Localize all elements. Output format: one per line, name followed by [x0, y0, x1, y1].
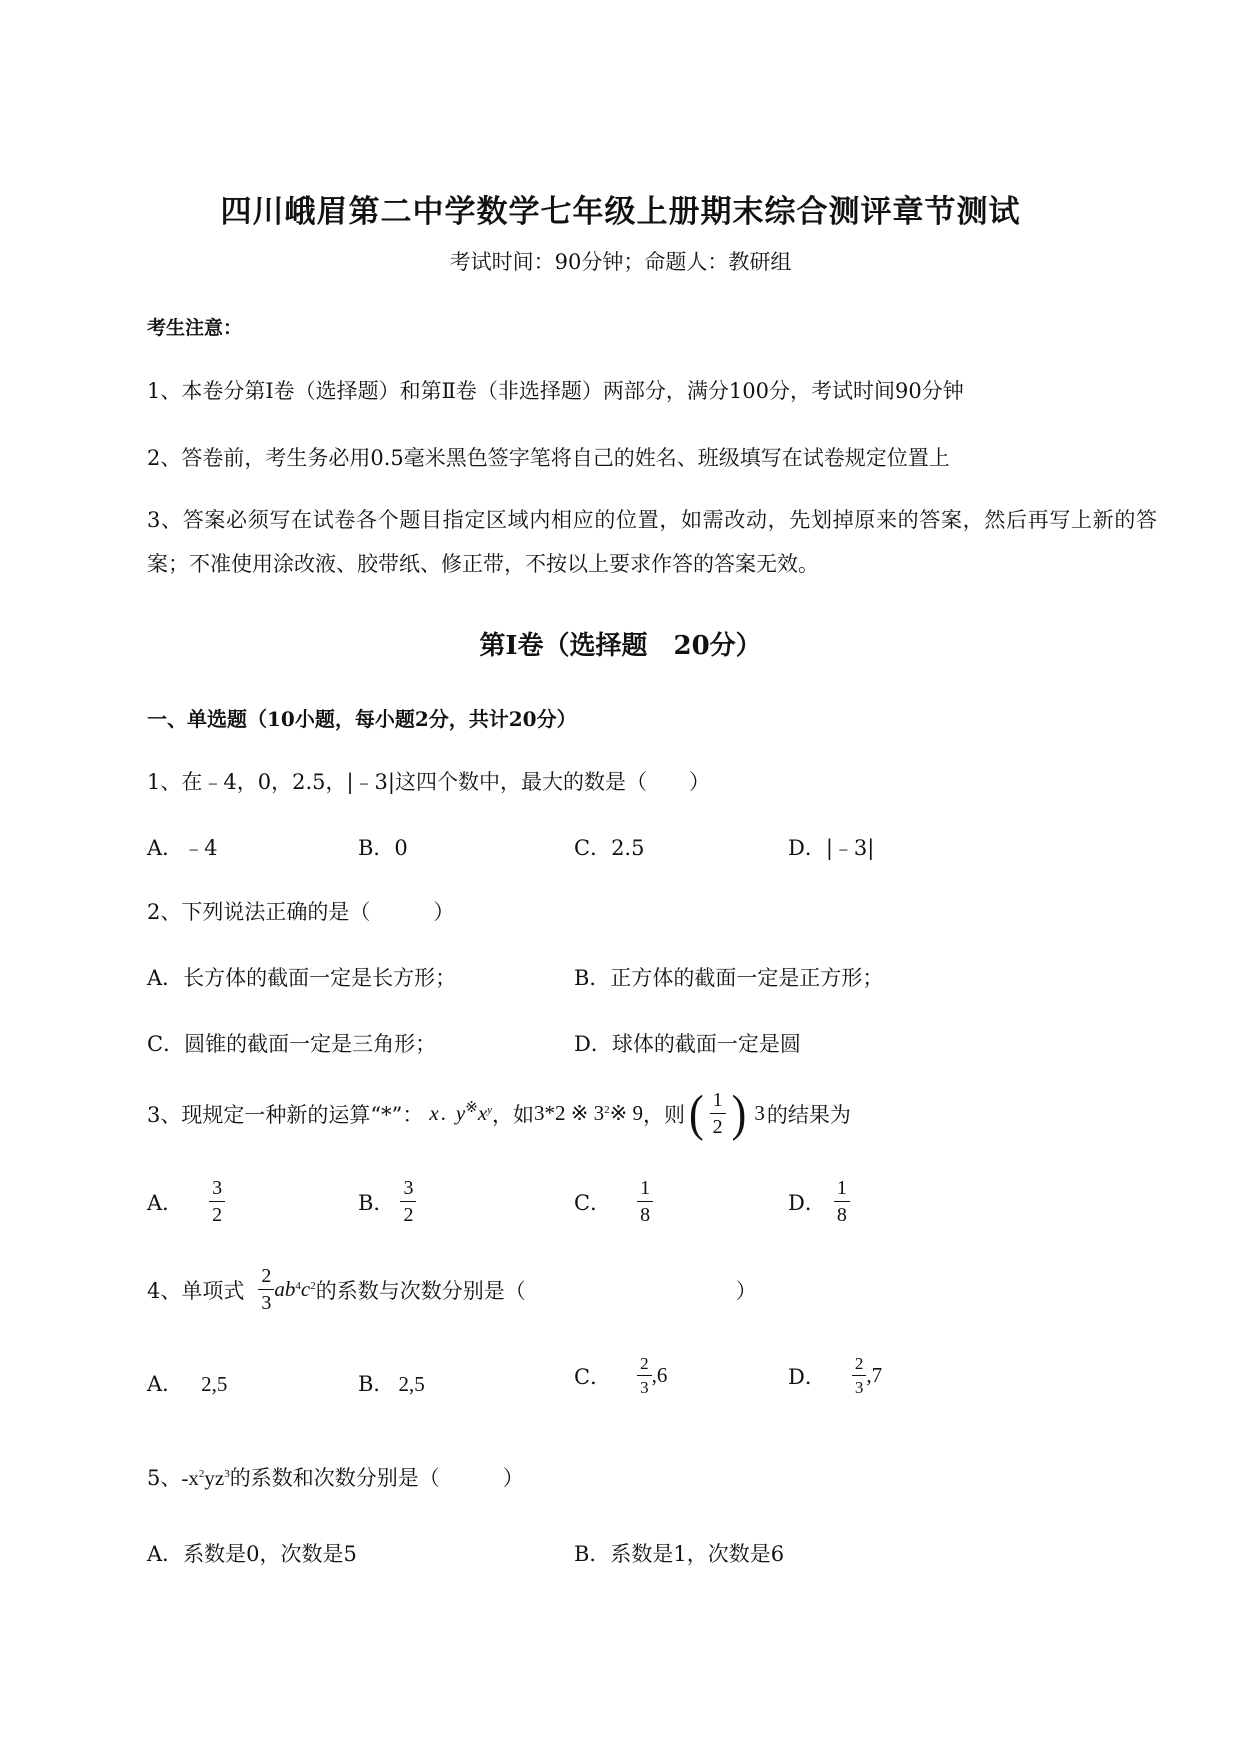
q3-rule-x: x [429, 1101, 439, 1125]
q4-option-c: C． $\frac{2}{3}$ ,6 [574, 1354, 668, 1397]
q4-option-a: A． 2,5 [147, 1372, 228, 1396]
page-title: 四川峨眉第二中学数学七年级上册期末综合测评章节测试 [220, 194, 1021, 230]
q3-option-a: A． $\frac{3}{2}$ [147, 1178, 225, 1225]
q3-rule-base: x [477, 1101, 488, 1125]
notice-item-3: 3、答案必须写在试卷各个题目指定区域内相应的位置，如需改动，先划掉原来的答案，然后再写上新的答案；不准使用涂改液、胶带纸、修正带，不按以上要求作答的答案无效。 [147, 508, 1157, 576]
q3-rule-exp: y [487, 1103, 493, 1116]
q4-coefficient-fraction: $\frac{2}{3}$ [258, 1266, 274, 1313]
section-title: 第I卷（选择题 20分） [479, 631, 762, 661]
q5-expr-yz: yz [204, 1466, 225, 1490]
q4-option-d: D． $\frac{2}{3}$ ,7 [788, 1354, 883, 1397]
notice-item-2: 2、答卷前，考生务必用0.5毫米黑色签字笔将自己的姓名、班级填写在试卷规定位置上 [147, 446, 950, 470]
question-5-stem [147, 1462, 524, 1492]
q3-example-tail: ※ 9 [609, 1101, 644, 1125]
q3-rule-y: y [455, 1101, 466, 1125]
q1-option-b: B．0 [358, 836, 408, 860]
q3-rule-symbol: ※ [465, 1100, 478, 1116]
q5-option-a: A．系数是0，次数是5 [147, 1542, 357, 1566]
q3-example-prefix: ，如 [492, 1102, 535, 1127]
q3-option-c: C． $\frac{1}{8}$ [574, 1178, 653, 1225]
q4-exp-b: 4 [295, 1279, 301, 1292]
q3-option-d-fraction: $\frac{1}{8}$ [834, 1178, 850, 1225]
q3-example-exp: 2 [604, 1103, 610, 1116]
q4-exp-c: 2 [310, 1279, 316, 1292]
q3-option-a-fraction: $\frac{3}{2}$ [209, 1178, 225, 1225]
q3-tail-number: 3 [754, 1101, 765, 1125]
q4-stem-prefix: 4、单项式 [147, 1278, 245, 1303]
q2-option-d: D．球体的截面一定是圆 [574, 1032, 801, 1056]
q2-option-b: B．正方体的截面一定是正方形； [574, 966, 884, 990]
q3-then: ，则 [643, 1102, 686, 1127]
q5-prefix: 5、 [147, 1466, 182, 1490]
question-4-stem [147, 1266, 757, 1313]
q4-option-c-fraction: $\frac{2}{3}$ [637, 1355, 652, 1396]
q1-option-d: D．|﹣3| [788, 836, 875, 860]
section-subtitle: 一、单选题（10小题，每小题2分，共计20分） [147, 707, 577, 731]
q4-option-d-fraction: $\frac{2}{3}$ [852, 1355, 867, 1396]
question-2-stem: 2、下列说法正确的是（ ） [147, 900, 455, 924]
notice-heading: 考生注意： [147, 317, 243, 339]
q2-option-c: C．圆锥的截面一定是三角形； [147, 1032, 437, 1056]
q4-option-b: B． 2,5 [358, 1372, 425, 1396]
q2-option-a: A．长方体的截面一定是长方形； [147, 966, 457, 990]
q3-option-b-fraction: $\frac{3}{2}$ [400, 1178, 416, 1225]
q5-exp-x: 2 [198, 1468, 205, 1480]
q5-exp-z: 3 [224, 1468, 230, 1480]
question-1-stem: 1、在﹣4，0，2.5，|﹣3|这四个数中，最大的数是（ ） [147, 770, 710, 794]
question-3-stem: 3、现规定一种新的运算“*”： x . y ※ x $^y$ ，如 3*2 ※ 3 $^2$ ※ 9 ，则 ( $\frac{1}{2}$ ) 3 的结果为 [147, 1084, 851, 1142]
exam-info: 考试时间：90分钟；命题人：教研组 [449, 250, 792, 274]
q3-option-d: D． $\frac{1}{8}$ [788, 1178, 850, 1225]
notice-item-1: 1、本卷分第I卷（选择题）和第Ⅱ卷（非选择题）两部分，满分100分，考试时间90分钟 [147, 379, 964, 403]
q3-stem-prefix: 3、现规定一种新的运算“*”： [147, 1102, 424, 1127]
q3-option-c-fraction: $\frac{1}{8}$ [637, 1178, 653, 1225]
q3-option-b: B． $\frac{3}{2}$ [358, 1178, 416, 1225]
q4-stem-suffix: 的系数与次数分别是（ ） [315, 1278, 757, 1303]
q1-option-c: C．2.5 [574, 836, 645, 860]
q1-option-a: A．﹣4 [147, 836, 218, 860]
q5-option-b: B．系数是1，次数是6 [574, 1542, 785, 1566]
q5-expr-x: -x [181, 1466, 199, 1490]
q3-stem-suffix: 的结果为 [766, 1102, 851, 1127]
q3-example: 3*2 ※ 3 [534, 1101, 605, 1125]
q4-var-ab: ab [274, 1277, 296, 1301]
q4-var-c: c [300, 1277, 311, 1301]
q3-stem-fraction: $\frac{1}{2}$ [710, 1090, 726, 1137]
q5-suffix: 的系数和次数分别是（ ） [229, 1466, 524, 1490]
